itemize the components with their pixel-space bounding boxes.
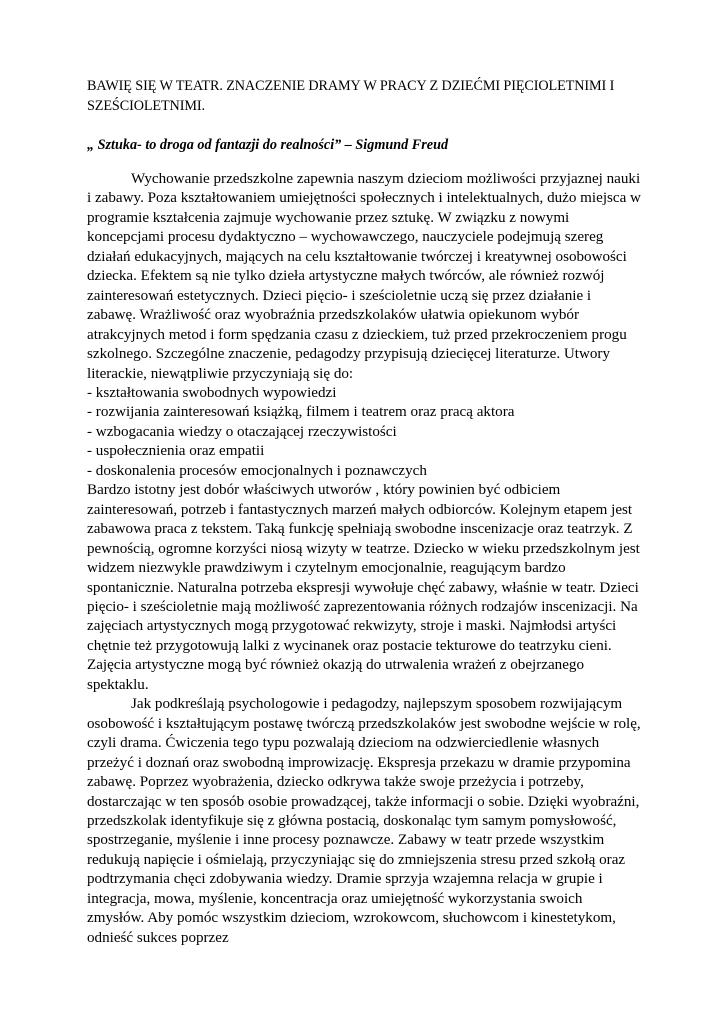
list-item: - kształtowania swobodnych wypowiedzi (87, 384, 337, 401)
document-title: BAWIĘ SIĘ W TEATR. ZNACZENIE DRAMY W PRACY Z DZIEĆMI PIĘCIOLETNIMI I SZEŚCIOLETNIMI. (87, 78, 615, 114)
paragraph-intro: Wychowanie przedszkolne zapewnia naszym dzieciom możliwości przyjaznej nauki i zabawy. Poza kształtowaniem umiejętności społecznych i intelektualnych, dużo miejsca w programie kształcenia zajmuje wychowanie przez sztukę. W związku z nowymi koncepcjami procesu dydaktyczno – wychowawczego, nauczyciele podejmują szereg działań edukacyjnych, mających na celu kształtowanie twórczej i kreatywnej osobowości dziecka. Efektem są nie tylko dzieła artystyczne małych twórców, ale również rozwój zainteresowań estetycznych. Dzieci pięcio- i sześcioletnie uczą się przez działanie i zabawę. Wrażliwość oraz wyobraźnia przedszkolaków ułatwia opiekunom wybór atrakcyjnych metod i form spędzania czasu z dzieckiem, tuż przed przekroczeniem progu szkolnego. Szczególne znaczenie, pedagodzy przypisują dziecięcej literaturze. Utwory literackie, niewątpliwie przyczyniają się do: (87, 171, 641, 382)
document-page (87, 76, 642, 948)
benefits-list (87, 384, 642, 481)
list-item: - uspołecznienia oraz empatii (87, 443, 265, 460)
paragraph-selection: Bardzo istotny jest dobór właściwych utworów , który powinien być odbiciem zainteresowań, potrzeb i fantastycznych marzeń małych odbiorców. Kolejnym etapem jest zabawowa praca z tekstem. Taką funkcję spełniają swobodne inscenizacje oraz teatrzyk. Z pewnością, ogromne korzyści niosą wizyty w teatrze. Dziecko w wieku przedszkolnym jest widzem niezwykle prawdziwym i czytelnym emocjonalnie, reagującym bardzo spontanicznie. Naturalna potrzeba ekspresji wywołuje chęć zabawy, właśnie w teatr. Dzieci pięcio- i sześcioletnie mają możliwość zaprezentowania różnych rodzajów inscenizacji. Na zajęciach artystycznych mogą przygotować rekwizyty, stroje i maski. Najmłodsi artyści chętnie też przygotowują lalki z wycinanek oraz postacie tekturowe do teatrzyku cieni. Zajęcia artystyczne mogą być również okazją do utrwalenia wrażeń z obejrzanego spektaklu. (87, 482, 640, 693)
list-item: - rozwijania zainteresowań książką, filmem i teatrem oraz pracą aktora (87, 404, 515, 421)
paragraph-drama: Jak podkreślają psychologowie i pedagodzy, najlepszym sposobem rozwijającym osobowość i kształtującym postawę twórczą przedszkolaków jest swobodne wejście w rolę, czyli drama. Ćwiczenia tego typu pozwalają dzieciom na odzwierciedlenie własnych przeżyć i doznań oraz swobodną improwizację. Ekspresja przekazu w dramie przypomina zabawę. Poprzez wyobrażenia, dziecko odkrywa także swoje przeżycia i potrzeby, dostarczając w ten sposób osobie prowadzącej, także informacji o sobie. Dzięki wyobraźni, przedszkolak identyfikuje się z główna postacią, doskonaląc tym samym pomysłowość, spostrzeganie, myślenie i inne procesy poznawcze. Zabawy w teatr przede wszystkim redukują napięcie i ośmielają, przyczyniając się do zmniejszenia stresu przed szkołą oraz podtrzymania chęci zdobywania wiedzy. Dramie sprzyja wzajemna relacja w grupie i integracja, mowa, myślenie, koncentracja oraz umiejętność wykorzystania swoich zmysłów. Aby pomóc wszystkim dzieciom, wzrokowcom, słuchowcom i kinestetykom, odnieść sukces poprzez (87, 696, 641, 946)
list-item: - doskonalenia procesów emocjonalnych i poznawczych (87, 462, 427, 479)
list-item: - wzbogacania wiedzy o otaczającej rzeczywistości (87, 423, 397, 440)
motto-quote: „ Sztuka- to droga od fantazji do realności” – Sigmund Freud (87, 137, 449, 153)
